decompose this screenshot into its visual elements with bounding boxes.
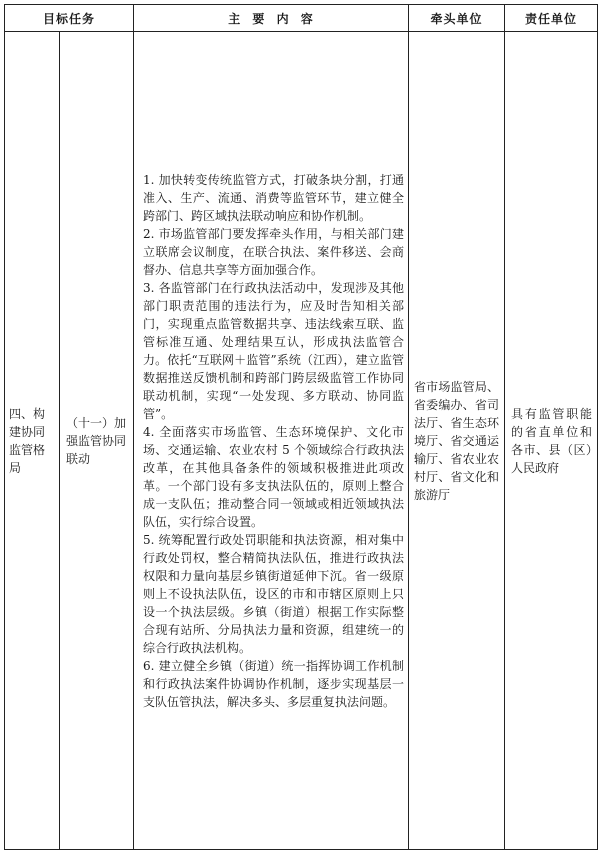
content-item-6: 6. 建立健全乡镇（街道）统一指挥协调工作机制和行政执法案件协调协作机制，逐步实现基层一支队伍管执法，解决多头、多层重复执法问题。 (143, 658, 405, 709)
content-item-1: 1. 加快转变传统监管方式，打破条块分割，打通准入、生产、流通、消费等监管环节，建立健全跨部门、跨区域执法联动响应和协作机制。 (143, 172, 405, 223)
table-row (5, 32, 598, 850)
header-content: 主 要 内 容 (134, 5, 409, 32)
header-lead: 牵头单位 (409, 5, 505, 32)
content-item-4: 4. 全面落实市场监管、生态环境保护、文化市场、交通运输、农业农村 5 个领域综合行政执法改革，在其他具备条件的领域积极推进此项改革。一个部门设有多支执法队伍的，原则上整合成一支队伍；推动整合同一领域或相近领域执法队伍，实行综合设置。 (143, 424, 405, 529)
header-goal: 目标任务 (5, 5, 134, 32)
content-item-5: 5. 统筹配置行政处罚职能和执法资源，相对集中行政处罚权，整合精简执法队伍，推进行政执法权限和力量向基层乡镇街道延伸下沉。省一级原则上不设执法队伍，设区的市和市辖区原则上只设一个执法层级。乡镇（街道）根据工作实际整合现有站所、分局执法力量和资源，组建统一的综合行政执法机构。 (143, 532, 405, 655)
content-cell (134, 32, 409, 850)
responsible-unit-cell: 具有监管职能的省直单位和各市、县（区）人民政府 (505, 32, 598, 850)
task-table (4, 4, 598, 850)
content-item-3: 3. 各监管部门在行政执法活动中，发现涉及其他部门职责范围的违法行为，应及时告知相关部门，实现重点监管数据共享、违法线索互联、监管标准互通、处理结果互认，形成执法监管合力。依托“互联网＋监管”系统（江西），建立监管数据推送反馈机制和跨部门跨层级监管工作协同联动机制，实现“一处发现、多方联动、协同监管”。 (143, 280, 405, 421)
lead-unit-cell: 省市场监管局、省委编办、省司法厅、省生态环境厅、省交通运输厅、省农业农村厅、省文化和旅游厅 (409, 32, 505, 850)
header-responsible: 责任单位 (505, 5, 598, 32)
goal-cell: 四、构建协同监管格局 (5, 32, 60, 850)
header-row (5, 5, 598, 32)
content-item-2: 2. 市场监管部门要发挥牵头作用，与相关部门建立联席会议制度，在联合执法、案件移送、会商督办、信息共享等方面加强合作。 (143, 226, 405, 277)
task-cell: （十一）加强监管协同联动 (60, 32, 134, 850)
